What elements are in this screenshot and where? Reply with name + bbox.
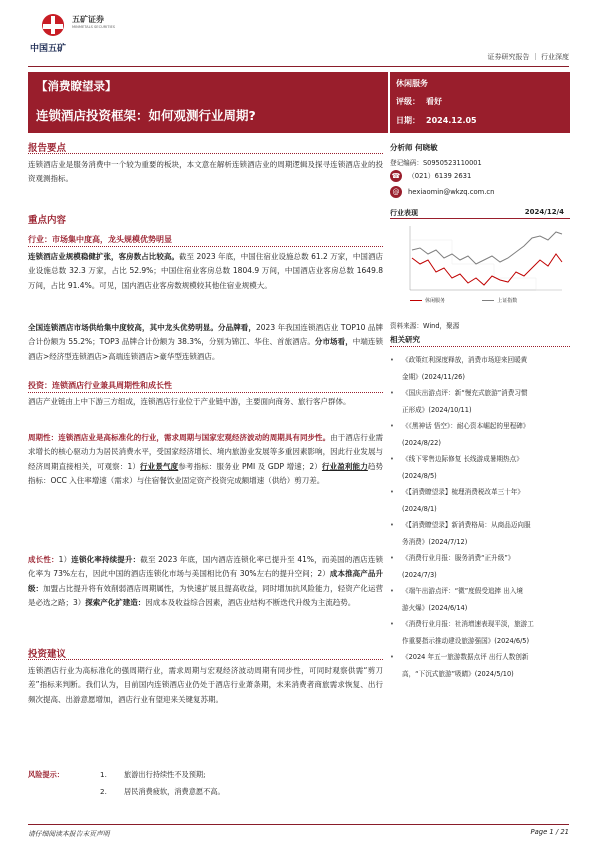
paragraph-scale-lead: 连锁酒店业规模稳健扩张，客房数占比较高。 [28, 252, 179, 261]
related-item[interactable] [390, 550, 570, 567]
paragraph-scale-body: 截至 2023 年底，中国住宿业设施总数 61.2 万家，中国酒店业设施总数 32.3 万家，占比 52.9%；中国住宿业客房总数 1804.9 万间，中国酒店业客房总数 1649.8 万间，占比 91.4%。可见，国内酒店业客房数规模较其他住宿业规模大。 [28, 252, 384, 290]
related-item[interactable] [390, 567, 570, 584]
paragraph-concentration-body: 2023 年我国连锁酒店业 TOP10 品牌合计份额为 55.2%；TOP3 品牌合计份额为 38.3%，分别为锦江、华住、首旅酒店。 [28, 323, 384, 347]
analyst-registration: 登记编码：S0950523110001 [390, 159, 482, 167]
title-banner [28, 72, 388, 133]
related-item[interactable] [390, 468, 570, 485]
legend-label: 上证指数 [497, 298, 518, 304]
related-item[interactable] [390, 369, 570, 386]
chart-legend [410, 297, 517, 304]
related-item[interactable] [390, 451, 570, 468]
info-banner [390, 72, 570, 133]
analyst-name: 分析师 何晓敏 [390, 143, 438, 152]
related-item[interactable] [390, 534, 570, 551]
invest-text: 连锁酒店行业为高标准化的强周期行业，需求周期与宏观经济波动周期有同步性，可同时观察供需“剪刀差”指标来判断。我们认为，目前国内连锁酒店业仍处于酒店行业萧条期，未来消费者商旅需求恢复、出行频次提高、出游意愿增加，酒店行业有望迎来关键复苏期。 [28, 666, 383, 704]
indicator-prosperity: 行业景气度 [140, 461, 179, 471]
related-item[interactable] [390, 402, 570, 419]
paragraph-growth-b1: 连锁化率持续提升： [71, 555, 141, 564]
industry-name: 休闲服务 [396, 79, 428, 88]
bullet-icon: • [390, 653, 394, 661]
date-label: 日期： [396, 116, 420, 125]
related-item-text: 金期》(2024/11/26) [402, 372, 465, 381]
risk-row-2 [28, 787, 383, 797]
related-item-text: 游火爆》(2024/6/14) [402, 603, 468, 612]
minmetals-logo-icon [38, 12, 68, 38]
analyst-email-row [390, 186, 494, 198]
paragraph-growth-b2: 成本推高产品升级： [28, 569, 383, 593]
related-item[interactable] [390, 600, 570, 617]
related-item[interactable] [390, 666, 570, 683]
chart-source: 资料来源：Wind，聚源 [390, 322, 460, 330]
key-heading: 重点内容 [28, 215, 67, 226]
related-item[interactable] [390, 501, 570, 518]
related-item-text: 《线下零售边际修复 长线游成暑期热点》 [402, 455, 523, 463]
paragraph-cyclicality-body3: 趋势指标：OCC 入住率增速（需求）与住宿餐饮业固定资产投资完成额增速（供给）剪刀差。 [28, 461, 384, 485]
bullet-icon: • [390, 356, 394, 364]
risk-text: 旅游出行持续性不及预期; [124, 770, 206, 779]
indicator-profitability: 行业盈利能力 [321, 461, 368, 471]
related-item[interactable] [390, 583, 570, 600]
paragraph-scale [28, 250, 383, 293]
series-line-上证指数 [412, 232, 562, 264]
paragraph-growth-t3: 加盟占比提升将有效削弱酒店周期属性，为快速扩展且提高收益，同时增加抗风险能力，轻资产化运营是必选之路；3） [28, 583, 383, 607]
analyst-phone: （021）6139 2631 [408, 172, 472, 180]
footer-disclaimer: 请仔细阅读本报告末页声明 [28, 830, 110, 838]
paragraph-growth-t4: 因成本及收益综合因素，酒店业结构不断迭代升级为主流趋势。 [145, 597, 356, 607]
related-item[interactable] [390, 649, 570, 666]
paragraph-growth-lead: 成长性： [28, 555, 59, 564]
paragraph-concentration-body2: 中端连锁酒店>经济型连锁酒店>高端连锁酒店>豪华型连锁酒店。 [28, 337, 383, 361]
related-item-text: 《国庆出游点评：新“慢充式旅游”消费习惯 [402, 389, 528, 397]
page-header [0, 0, 595, 70]
related-item-text: (2024/8/1) [402, 504, 437, 513]
company-logo [28, 8, 138, 58]
related-item-text: 《【消费瞭望录】新消费格局：从商品迈向服 [402, 521, 531, 529]
related-item-text: 《2024 年五一旅游数据点评 出行人数创新 [402, 653, 529, 661]
analyst-phone-row [390, 170, 471, 182]
related-item[interactable] [390, 633, 570, 650]
report-title: 连锁酒店投资框架：如何观测行业周期? [36, 108, 256, 123]
logo-text-cn: 中国五矿 [30, 44, 67, 54]
series-tag: 【消费瞭望录】 [36, 79, 117, 93]
related-item-text: 《消费行业月报：服务消费“正升级”》 [402, 554, 515, 562]
related-item-text: (2024/8/22) [402, 438, 441, 447]
risk-label: 风险提示： [28, 770, 64, 779]
related-heading: 相关研究 [390, 335, 420, 344]
related-item-text: 《《黑神话 悟空》：耐心资本崛起的里程碑》 [402, 422, 530, 430]
footer-divider [28, 824, 569, 825]
bullet-icon: • [390, 521, 394, 529]
bullet-icon: • [390, 389, 394, 397]
invest-heading: 投资建议 [28, 646, 66, 660]
brand-name-en: MINMETALS SECURITIES [72, 25, 116, 29]
related-item[interactable] [390, 385, 570, 402]
related-item-text: 《【消费瞭望录】梳理消费税改革三十年》 [402, 488, 524, 496]
paragraph-growth [28, 553, 383, 610]
related-item-text: (2024/7/3) [402, 570, 437, 579]
related-item-text: 高，“下沉式旅游”吸睛》(2024/5/10) [402, 669, 514, 678]
related-item-text: 《消费行业月报：社消增速表现平淡，旅游工 [402, 620, 534, 628]
paragraph-growth-b3: 探索产化扩建造： [85, 597, 146, 607]
date-row [396, 115, 477, 126]
paragraph-growth-t2: 截至 2023 年底，国内酒店连锁化率已提升至 41%，而美国的酒店连锁化率为 73%左右，因此中国的酒店连锁化市场与美国相比仍有 30%左右的提升空间；2） [28, 555, 383, 579]
related-item[interactable] [390, 517, 570, 534]
legend-swatch [482, 300, 494, 301]
related-item-text: 《端午出游点评：“微”度假受追捧 出入境 [402, 587, 524, 595]
rating-label: 评级： [396, 97, 420, 106]
perf-date: 2024/12/4 [524, 208, 564, 216]
risk-text: 居民消费疲软，消费意愿不高。 [124, 787, 225, 796]
brand-name: 五矿证券 [72, 15, 104, 24]
paragraph-concentration-lead2: 分市场看， [314, 337, 353, 347]
bullet-icon: • [390, 488, 394, 496]
risk-no: 1. [100, 770, 107, 779]
paragraph-cyclicality-body2: 参考指标：服务业 PMI 及 GDP 增速；2） [178, 461, 322, 471]
summary-heading: 报告要点 [28, 140, 66, 154]
paragraph-cyclicality-body: 由于酒店行业需求增长的核心驱动力为居民消费水平，受国家经济增长、境内旅游业发展等多重因素影响，因此行业发展与经济周期直接相关，可观察：1） [28, 433, 383, 471]
report-type: 证券研究报告 ｜ 行业深度 [487, 53, 569, 61]
legend-swatch [410, 300, 422, 301]
summary-text: 连锁酒店业是服务消费中一个较为重要的板块，本文意在解析连锁酒店业的周期逻辑及探寻连锁酒店业的投资观测指标。 [28, 160, 383, 184]
legend-label: 休闲服务 [425, 298, 446, 304]
industry-subheading: 行业：市场集中度高，龙头规模优势明显 [28, 235, 172, 244]
investment-subheading: 投资：连锁酒店行业兼具周期性和成长性 [28, 381, 172, 390]
analyst-email: hexiaomin@wkzq.com.cn [408, 188, 495, 196]
bullet-icon: • [390, 587, 394, 595]
paragraph-cyclicality-lead: 周期性：连锁酒店业是高标准化的行业，需求周期与国家宏观经济波动的周期具有同步性。 [28, 433, 331, 442]
perf-title: 行业表现 [390, 209, 418, 217]
email-icon: @ [390, 186, 402, 198]
bullet-icon: • [390, 554, 394, 562]
header-divider [28, 66, 569, 67]
related-item-text: 《政策红利深度释放，消费市场迎来回暖黄 [402, 356, 528, 364]
rating-value: 看好 [426, 97, 442, 106]
date-value: 2024.12.05 [426, 116, 477, 125]
related-item-text: 正形成》(2024/10/11) [402, 405, 472, 414]
perf-divider [390, 218, 570, 219]
page-number: Page 1 / 21 [530, 828, 569, 836]
risk-row-1 [28, 770, 383, 780]
bullet-icon: • [390, 422, 394, 430]
paragraph-growth-t1: 1） [58, 555, 72, 564]
related-item[interactable] [390, 418, 570, 435]
paragraph-cyclicality [28, 431, 383, 488]
bullet-icon: • [390, 620, 394, 628]
related-item-text: 务消费》(2024/7/12) [402, 537, 468, 546]
related-item[interactable] [390, 352, 570, 369]
related-item-text: (2024/8/5) [402, 471, 437, 480]
phone-icon: ☎ [391, 172, 401, 180]
related-item[interactable] [390, 435, 570, 452]
paragraph-chain: 酒店产业链由上中下游三方组成，连锁酒店行业位于产业链中游，主要面向商务、旅行客户群体。 [28, 397, 351, 406]
related-item-text: 作重要指示推动建设旅游强国》(2024/6/5) [402, 636, 530, 645]
related-item[interactable] [390, 484, 570, 501]
perf-heading-row [390, 208, 570, 218]
risk-no: 2. [100, 787, 107, 796]
bullet-icon: • [390, 455, 394, 463]
paragraph-concentration [28, 321, 383, 364]
related-item[interactable] [390, 616, 570, 633]
paragraph-concentration-lead: 全国连锁酒店市场供给集中度较高，其中龙头优势明显。分品牌看， [28, 323, 257, 332]
rating-row [396, 96, 442, 107]
